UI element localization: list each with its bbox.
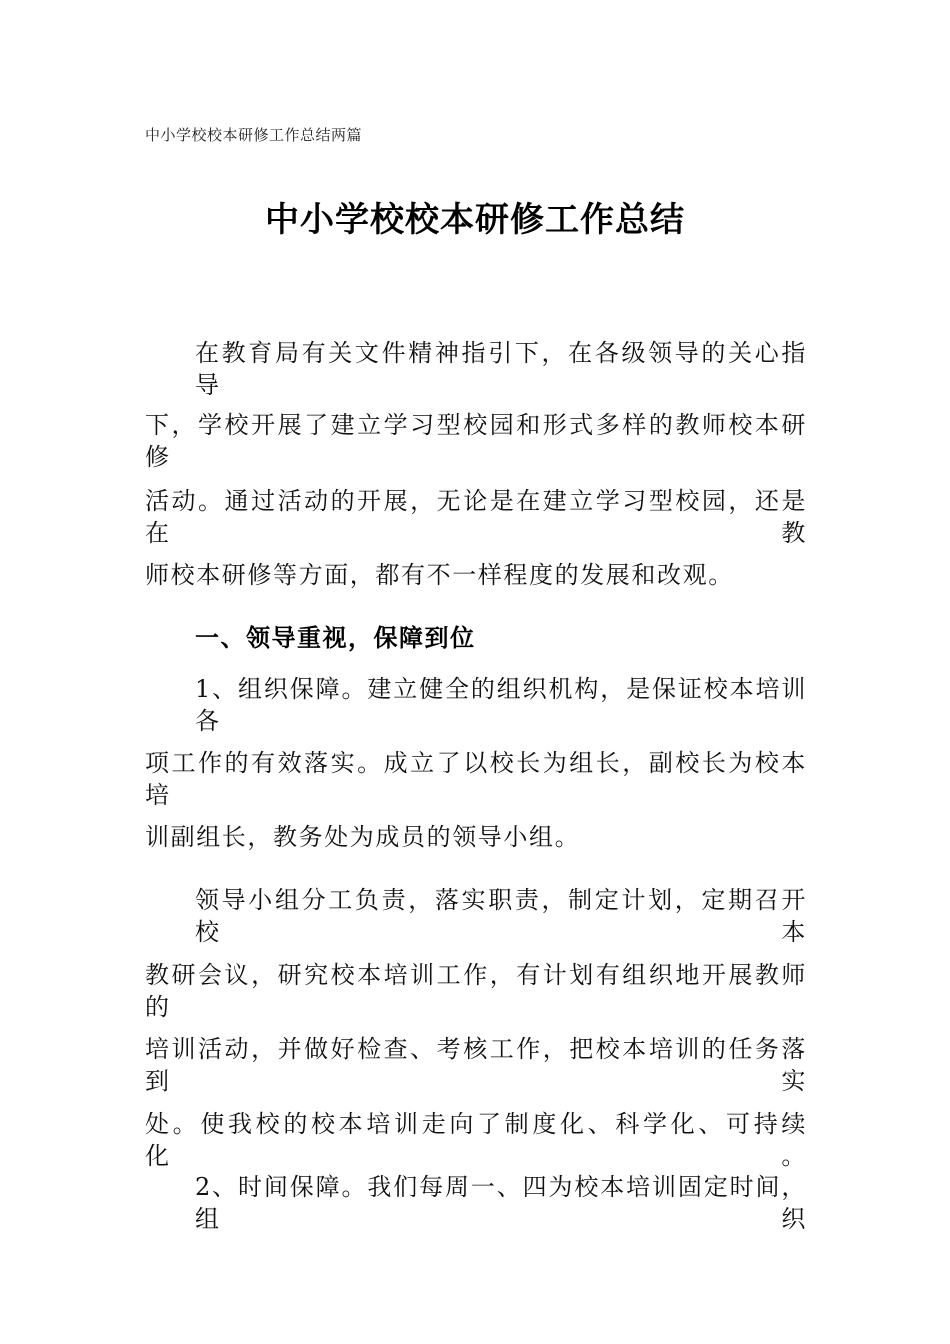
paragraph3-line3: 培训活动，并做好检查、考核工作，把校本培训的任务落到实: [145, 1035, 807, 1095]
paragraph1-line1: 在教育局有关文件精神指引下，在各级领导的关心指导: [195, 339, 807, 399]
paragraph3-line2: 教研会议，研究校本培训工作，有计划有组织地开展教师的: [145, 961, 807, 1021]
paragraph1-line3: 活动。通过活动的开展，无论是在建立学习型校园，还是在教: [145, 487, 807, 547]
paragraph1-line4: 师校本研修等方面，都有不一样程度的发展和改观。: [145, 561, 734, 589]
document-title: 中小学校校本研修工作总结: [265, 200, 685, 240]
paragraph2-line1: 1、组织保障。建立健全的组织机构，是保证校本培训各: [195, 675, 807, 735]
paragraph3-line4: 处。使我校的校本培训走向了制度化、科学化、可持续化。: [145, 1110, 807, 1170]
paragraph3-line1: 领导小组分工负责，落实职责，制定计划，定期召开校本: [195, 886, 807, 946]
header-note: 中小学校校本研修工作总结两篇: [145, 126, 363, 144]
section1-heading: 一、领导重视，保障到位: [195, 623, 476, 652]
paragraph2-line2: 项工作的有效落实。成立了以校长为组长，副校长为校本培: [145, 749, 807, 809]
paragraph1-line2: 下，学校开展了建立学习型校园和形式多样的教师校本研修: [145, 411, 807, 471]
paragraph4-line1: 2、时间保障。我们每周一、四为校本培训固定时间，组织: [195, 1173, 807, 1233]
paragraph2-line3: 训副组长，教务处为成员的领导小组。: [145, 823, 581, 851]
